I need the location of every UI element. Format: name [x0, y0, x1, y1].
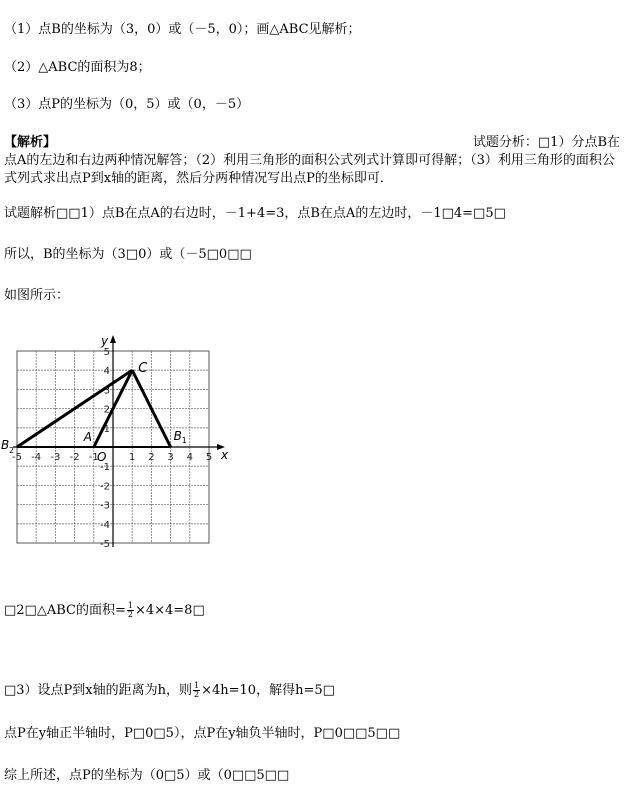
coordinate-graph	[0, 325, 240, 555]
x-tick-label: -1	[88, 452, 99, 463]
x-tick-label: -5	[12, 452, 22, 463]
solution-line-2: 所以，B的坐标为（3□0）或（－5□0□□	[4, 247, 252, 262]
tick-labels	[12, 334, 229, 550]
x-tick-label: 4	[186, 452, 193, 463]
x-tick-label: -3	[50, 452, 61, 463]
point-B2-subscript: 2	[9, 446, 15, 455]
solution-line-4	[4, 602, 205, 619]
analysis-body: 点A的左边和右边两种情况解答；（2）利用三角形的面积公式列式计算即可得解；（3）利用三角形的面积公式列式求出点P到x轴的距离，然后分两种情况写出点P的坐标即可．	[4, 153, 615, 186]
fraction-half-2	[193, 682, 200, 699]
answer-1: （1）点B的坐标为（3，0）或（－5，0）；画△ABC见解析；	[4, 22, 361, 37]
solution-line-1: 试题解析□□1）点B在点A的右边时，－1+4=3，点B在点A的左边时，－1□4=□5□	[4, 206, 506, 221]
y-tick-label: -1	[100, 462, 110, 474]
y-tick-label: 3	[103, 385, 110, 397]
y-tick-label: 4	[103, 366, 110, 378]
distance-text-pre: □3）设点P到x轴的距离为h，则	[4, 683, 193, 698]
y-tick-label: 5	[103, 347, 110, 358]
fraction-denominator-2: 2	[194, 690, 200, 699]
x-tick-label: 2	[148, 452, 155, 463]
point-C-label: C	[138, 361, 148, 377]
y-tick-label: -4	[100, 519, 110, 531]
fraction-numerator: 1	[127, 601, 133, 610]
answer-3: （3）点P的坐标为（0，5）或（0，－5）	[4, 97, 250, 112]
x-tick-label: 1	[129, 452, 136, 463]
x-tick-label: 3	[167, 452, 174, 463]
axes	[13, 335, 225, 547]
fraction-half	[127, 602, 134, 619]
solution-line-6: 点P在y轴正半轴时，P□0□5），点P在y轴负半轴时，P□0□□5□□	[4, 726, 401, 741]
answer-2: （2）△ABC的面积为8；	[4, 60, 151, 75]
y-tick-label: -5	[100, 539, 110, 550]
point-B2-label: B	[1, 438, 10, 452]
analysis-intro: 试题分析：□1）分点B在	[472, 135, 620, 150]
area-text-pre: □2□△ABC的面积=	[4, 603, 126, 618]
solution-line-7: 综上所述，点P的坐标为（0□5）或（0□□5□□	[4, 768, 290, 783]
solution-line-3: 如图所示：	[4, 288, 70, 303]
x-tick-label: -4	[31, 452, 42, 463]
y-axis-arrow	[110, 335, 116, 343]
fraction-denominator: 2	[127, 610, 133, 619]
origin-label: O	[97, 450, 107, 464]
analysis-header: 【解析】	[4, 135, 57, 150]
distance-text-post: ×4h=10，解得h=5□	[201, 683, 335, 698]
analysis-block	[4, 134, 626, 188]
solution-line-5	[4, 682, 335, 699]
y-tick-label: -2	[100, 481, 110, 493]
fraction-numerator-2: 1	[194, 681, 200, 690]
x-tick-label: -2	[69, 452, 80, 463]
y-tick-label: 1	[103, 423, 110, 435]
point-A-label: A	[83, 430, 93, 444]
y-tick-label: -3	[100, 500, 110, 512]
x-tick-label: 5	[205, 452, 213, 463]
y-tick-label: 2	[103, 404, 110, 416]
point-B1-subscript: 1	[181, 436, 187, 445]
x-axis-label: x	[221, 448, 229, 462]
y-axis-label: y	[101, 334, 109, 348]
point-B1-label: B	[173, 429, 182, 443]
area-text-post: ×4×4=8□	[134, 603, 205, 618]
